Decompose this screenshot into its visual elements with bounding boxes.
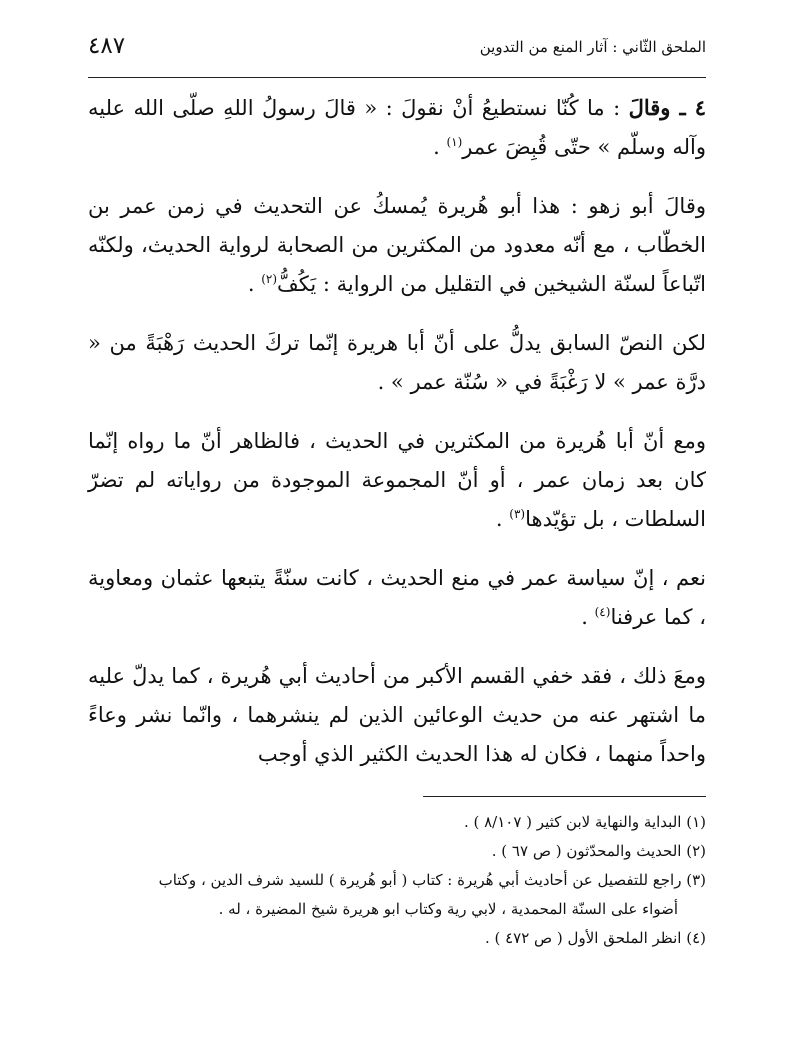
paragraph-5 [88,559,706,637]
paragraph-3 [88,324,706,402]
footnote-3: (٣) راجع للتفصيل عن أحاديث أبي هُريرة : كتاب ( أبو هُريرة ) للسيد شرف الدين ، وكتاب [158,871,706,889]
paragraph-text: ومعَ ذلك ، فقد خفي القسم الأكبر من أحاديث أبي هُريرة ، كما يدلّ عليه ما اشتهر عنه من حديث الوعائين الذين لم ينشرهما ، وانّما نشر وعاءً واحداً منهما ، فكان له هذا الحديث الكثير الذي أوجب [88,664,706,766]
main-text [88,88,706,774]
paragraph-text: : ما كُنّا نستطيعُ أنْ نقولَ : « قالَ رسولُ اللهِ صلّى الله عليه وآله وسلّم » حتّى قُبِضَ عمر [88,96,706,159]
footnote-ref-2: (٢) [261,272,278,286]
running-title: الملحق الثّاني : آثار المنع من التدوين [479,38,706,56]
paragraph-end: . [247,272,262,296]
paragraph-end: . [581,605,595,629]
footnotes [88,808,706,953]
footnote-ref-1: (١) [446,135,463,149]
paragraph-2 [88,187,706,304]
paragraph-text: وقالَ أبو زهو : هذا أبو هُريرة يُمسكُ عن التحديث في زمن عمر بن الخطّاب ، مع أنّه معدود من المكثرين من الصحابة لرواية الحديث، ولكنّه اتّباعاً لسنّة الشيخين في التقليل من الرواية : يَكُفُّ [88,194,706,296]
paragraph-end: . [433,135,447,159]
paragraph-text: لكن النصّ السابق يدلُّ على أنّ أبا هريرة إنّما تركَ الحديث رَهْبَةً من « درَّة عمر » لا رَغْبَةً في « سُنّة عمر » . [88,331,706,394]
footnote-divider [423,796,706,797]
paragraph-text: نعم ، إنّ سياسة عمر في منع الحديث ، كانت سنّةً يتبعها عثمان ومعاوية ، كما عرفنا [88,566,706,629]
footnote-ref-4: (٤) [594,605,611,619]
paragraph-end: . [495,507,510,531]
paragraph-1 [88,88,706,167]
page-header [88,28,706,68]
header-divider [88,77,706,78]
page-number: ٤٨٧ [88,33,126,59]
footnote-1: (١) البداية والنهاية لابن كثير ( ٨/١٠٧ ) . [463,813,706,831]
paragraph-text: ومع أنّ أبا هُريرة من المكثرين في الحديث ، فالظاهر أنّ ما رواه إنّما كان بعد زمان عمر ، أو أنّ المجموعة الموجودة من رواياته لم تضرّ السلطات ، بل تؤيّدها [88,429,706,531]
footnote-3-continued: أضواء على السنّة المحمدية ، لابي رية وكتاب ابو هريرة شيخ المضيرة ، له . [218,900,678,918]
footnote-ref-3: (٣) [509,507,526,521]
paragraph-6 [88,657,706,774]
footnote-2: (٢) الحديث والمحدّثون ( ص ٦٧ ) . [491,842,706,860]
paragraph-4 [88,422,706,539]
footnote-4: (٤) انظر الملحق الأول ( ص ٤٧٢ ) . [484,929,706,947]
paragraph-lead: ٤ ـ وقالَ [628,95,706,120]
